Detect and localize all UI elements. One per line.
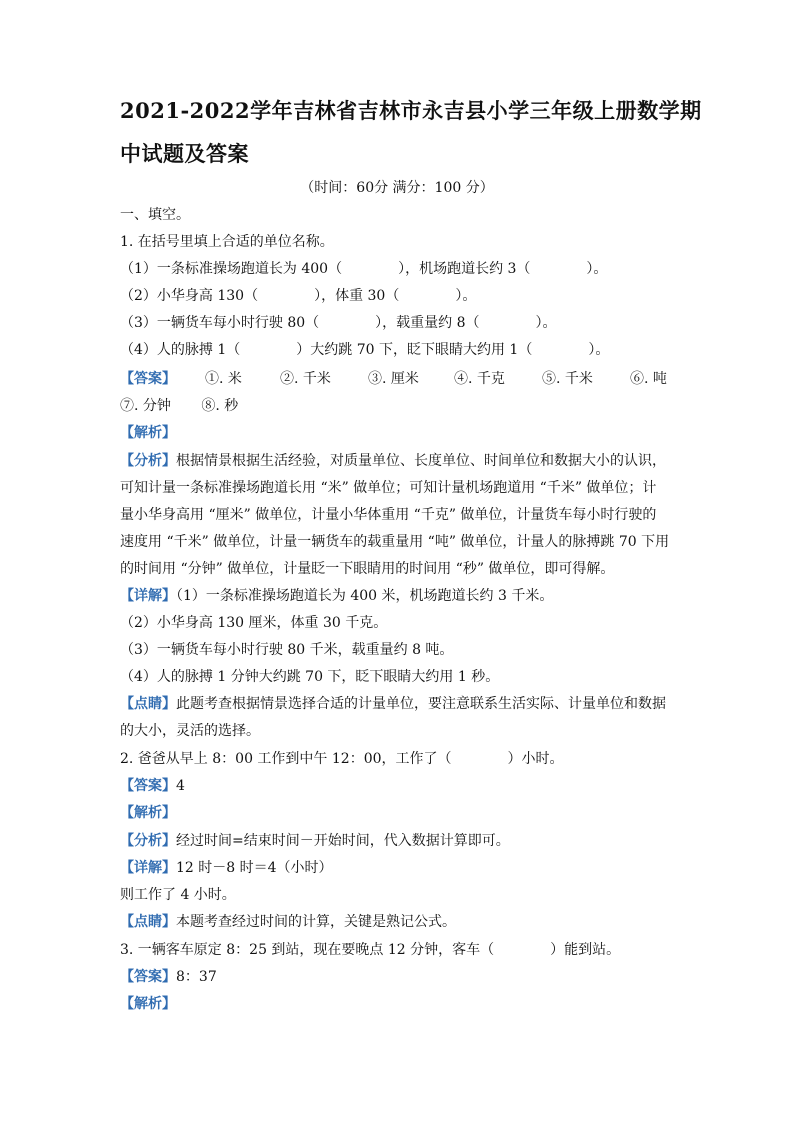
q1-analysis-line2: 可知计量一条标准操场跑道长用 “米” 做单位；可知计量机场跑道用 “千米” 做单位；计 <box>120 480 657 496</box>
jiexi-tag: 【解析】 <box>120 805 176 821</box>
answer-tag: 【答案】 <box>120 778 176 794</box>
answer-text: 4 <box>176 778 185 794</box>
analysis-tag: 【分析】 <box>120 833 176 849</box>
tip-tag: 【点睛】 <box>120 914 176 930</box>
doc-title-line1: 2021-2022学年吉林省吉林市永吉县小学三年级上册数学期 <box>120 98 702 123</box>
answer-text: 8：37 <box>176 969 217 985</box>
jiexi-tag: 【解析】 <box>120 996 176 1012</box>
analysis-text: 根据情景根据生活经验，对质量单位、长度单位、时间单位和数据大小的认识， <box>176 453 666 469</box>
q1-detail-line2: （2）小华身高 130 厘米，体重 30 千克。 <box>120 615 388 631</box>
exam-info: （时间：60分 满分：100 分） <box>300 180 494 196</box>
detail-tag: 【详解】 <box>120 860 176 876</box>
q2-analysis <box>120 831 510 851</box>
q3-answer <box>120 967 217 987</box>
q1-answer-row2 <box>120 396 238 416</box>
answer-item: ⑤. 千米 <box>542 371 593 387</box>
q2-detail-line2: 则工作了 4 小时。 <box>120 887 236 903</box>
doc-title-line2: 中试题及答案 <box>120 141 249 166</box>
section-heading: 一、填空。 <box>120 207 190 223</box>
detail-tag: 【详解】 <box>120 588 176 604</box>
q1-analysis-line3: 量小华身高用 “厘米” 做单位，计量小华体重用 “千克” 做单位，计量货车每小时行驶的 <box>120 507 657 523</box>
q1-answer-row <box>120 369 675 389</box>
q2-tip <box>120 912 456 932</box>
q1-detail-line4: （4）人的脉搏 1 分钟大约跳 70 下，眨下眼睛大约用 1 秒。 <box>120 669 500 685</box>
answer-item: ①. 米 <box>205 371 242 387</box>
jiexi-tag: 【解析】 <box>120 425 176 441</box>
q1-detail-line3: （3）一辆货车每小时行驶 80 千米，载重量约 8 吨。 <box>120 642 454 658</box>
q1-analysis-line1 <box>120 451 666 471</box>
q2-answer <box>120 776 185 796</box>
answer-tag: 【答案】 <box>120 371 176 387</box>
q2-detail-line1 <box>120 858 333 878</box>
tip-text: 本题考查经过时间的计算，关键是熟记公式。 <box>176 914 456 930</box>
q2-stem: 2. 爸爸从早上 8：00 工作到中午 12：00，工作了（ ）小时。 <box>120 751 564 767</box>
analysis-tag: 【分析】 <box>120 453 176 469</box>
detail-text: 12 时－8 时＝4（小时） <box>176 860 333 876</box>
answer-item: ⑧. 秒 <box>201 398 239 414</box>
tip-text: 此题考查根据情景选择合适的计量单位，要注意联系生活实际、计量单位和数据 <box>176 696 666 712</box>
q1-analysis-line5: 的时间用 “分钟” 做单位，计量眨一下眼睛用的时间用 “秒” 做单位，即可得解。 <box>120 561 615 577</box>
tip-tag: 【点睛】 <box>120 696 176 712</box>
q1-part1: （1）一条标准操场跑道长为 400（ ），机场跑道长约 3（ ）。 <box>120 261 608 277</box>
analysis-text: 经过时间=结束时间－开始时间，代入数据计算即可。 <box>176 833 510 849</box>
q3-stem: 3. 一辆客车原定 8：25 到站，现在要晚点 12 分钟，客车（ ）能到站。 <box>120 942 621 958</box>
q1-part4: （4）人的脉搏 1（ ）大约跳 70 下，眨下眼睛大约用 1（ ）。 <box>120 342 610 358</box>
answer-item: ③. 厘米 <box>368 371 419 387</box>
q1-tip-line2: 的大小，灵活的选择。 <box>120 723 260 739</box>
q1-tip-line1 <box>120 694 666 714</box>
answer-item: ④. 千克 <box>454 371 505 387</box>
q1-detail-line1 <box>120 586 553 606</box>
q1-part2: （2）小华身高 130（ ），体重 30（ ）。 <box>120 288 477 304</box>
answer-tag: 【答案】 <box>120 969 176 985</box>
q1-part3: （3）一辆货车每小时行驶 80（ ），载重量约 8（ ）。 <box>120 315 557 331</box>
answer-item: ⑥. 吨 <box>630 371 667 387</box>
q1-analysis-line4: 速度用 “千米” 做单位，计量一辆货车的载重量用 “吨” 做单位，计量人的脉搏跳 70 下用 <box>120 534 670 550</box>
detail-text: （1）一条标准操场跑道长为 400 米，机场跑道长约 3 千米。 <box>176 588 554 604</box>
q1-stem: 1. 在括号里填上合适的单位名称。 <box>120 234 334 250</box>
answer-item: ②. 千米 <box>280 371 331 387</box>
answer-item: ⑦. 分钟 <box>120 398 171 414</box>
